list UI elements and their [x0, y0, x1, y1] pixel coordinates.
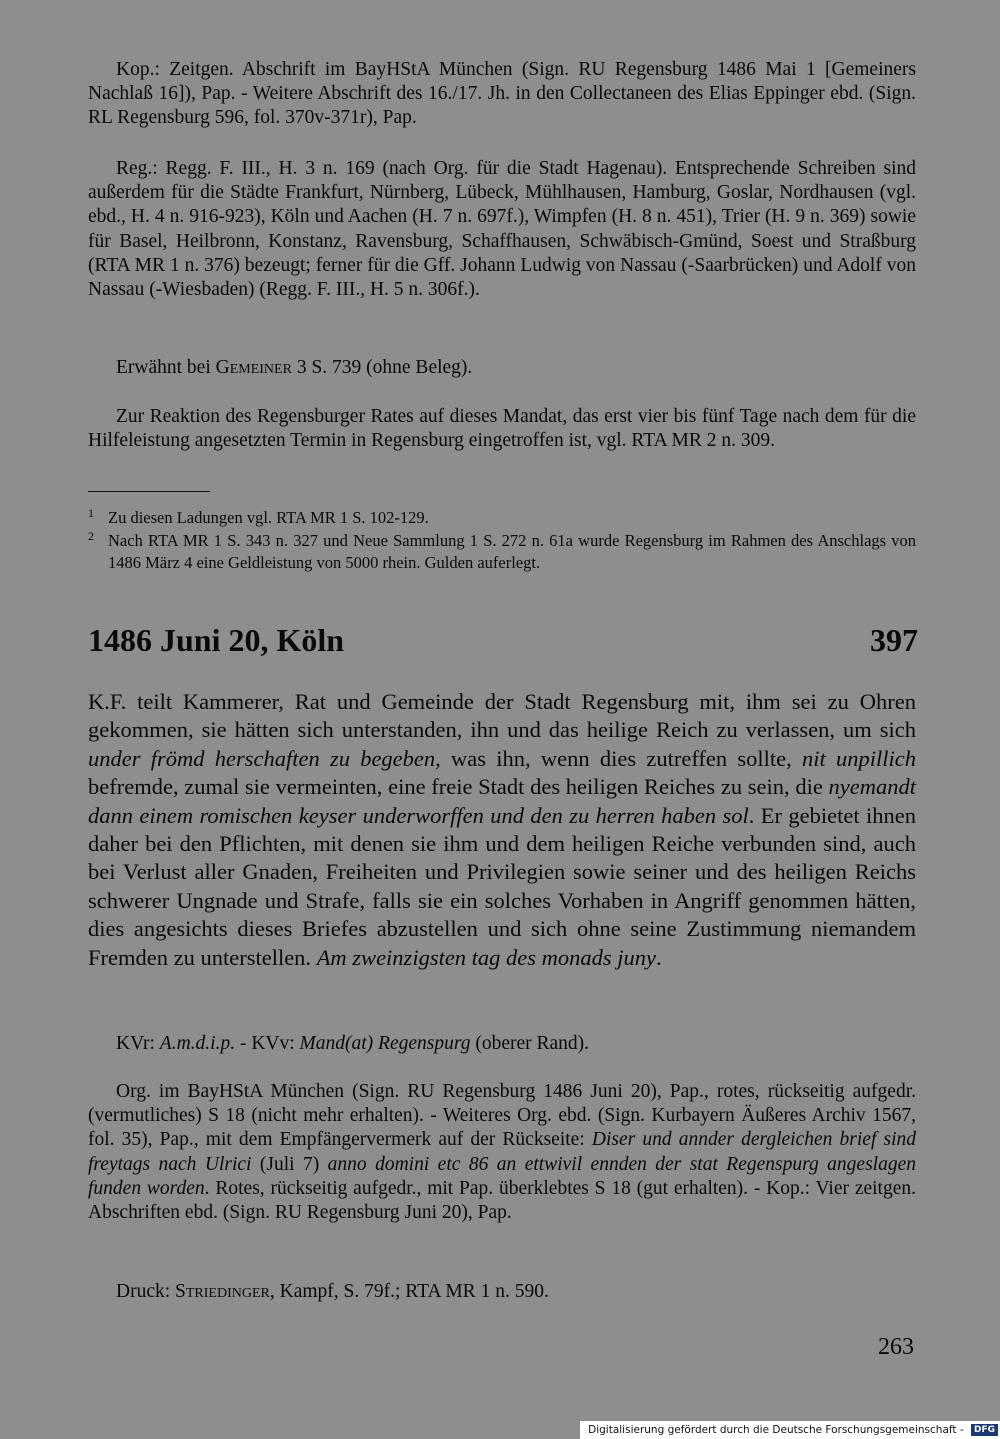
author-name: Striedinger — [175, 1281, 270, 1302]
footnote-number: 2 — [88, 529, 94, 543]
entry-number: 397 — [870, 622, 918, 658]
text-run: . Er gebietet ihnen daher bei den Pflichten, mit denen sie ihm und dem heiligen Reiche verbunden sind, auch bei Verlust aller Gnaden, Freiheiten und Privilegien sowie seiner und des heiligen Reichs schwerer Ungnade und Strafe, falls sie ein solches Vorhaben in Angriff genommen hätten, dies angesichts dieses Briefes abzustellen und sich ohne seine Zustimmung niemandem Fremden zu unterstellen. — [88, 802, 916, 970]
dfg-logo: DFG — [971, 1424, 998, 1436]
text-run: . — [656, 944, 662, 970]
text-run: KVr: — [116, 1033, 160, 1054]
entry-heading — [88, 620, 918, 660]
copy-note-paragraph: Kop.: Zeitgen. Abschrift im BayHStA München (Sign. RU Regensburg 1486 Mai 1 [Gemeiners Nachlaß 16]), Pap. - Weitere Abschrift des 16./17. Jh. in den Collectaneen des Elias Eppinger ebd. (Sign. RL Regensburg 596, fol. 370v-371r), Pap. — [88, 59, 916, 129]
italic-quote-run: A.m.d.i.p. — [159, 1033, 236, 1054]
italic-quote-run: Mand(at) Regenspurg — [299, 1033, 471, 1054]
entry-regest — [88, 688, 916, 972]
italic-quote-run: anno domini etc 86 an ettwivil ennden der stat Regenspurg angeslagen funden worden — [88, 1153, 916, 1199]
text-run: , was ihn, wenn dies zutreffen sollte, — [435, 745, 802, 771]
italic-quote-run: nyemandt dann einem romischen keyser underworffen und den zu herren haben sol — [88, 774, 916, 828]
text-run: (oberer Rand). — [470, 1033, 590, 1054]
text-run: Org. im BayHStA München (Sign. RU Regensburg 1486 Juni 20), Pap., rotes, rückseitig aufgedr. (vermutliches) S 18 (nicht mehr erhalten). - Weiteres Org. ebd. (Sign. Kurbayern Äußeres Archiv 1567, fol. 35), Pap., mit dem Empfängervermerk auf der Rückseite: — [88, 1081, 916, 1151]
text-run: . Rotes, rückseitig aufgedr., mit Pap. überklebtes S 18 (gut erhalten). - Kop.: Vier zeitgen. Abschriften ebd. (Sign. RU Regensburg Juni 20), Pap. — [88, 1177, 916, 1224]
text-run: (Juli 7) — [251, 1153, 328, 1175]
text-run: befremde, zumal sie vermeinten, eine freie Stadt des heiligen Reiches zu sein, die — [88, 774, 829, 800]
regest-reference-paragraph: Reg.: Regg. F. III., H. 3 n. 169 (nach Org. für die Stadt Hagenau). Entsprechende Schreiben sind außerdem für die Städte Frankfurt, Nürnberg, Lübeck, Mühlhausen, Hamburg, Goslar, Nordhausen (vgl. ebd., H. 4 n. 916-923), Köln und Aachen (H. 7 n. 697f.), Wimpfen (H. 8 n. 451), Trier (H. 9 n. 369) sowie für Basel, Heilbronn, Konstanz, Ravensburg, Schaffhausen, Schwäbisch-Gmünd, Soest und Straßburg (RTA MR 1 n. 376) bezeugt; ferner für die Gff. Johann Ludwig von Nassau (-Saarbrücken) und Adolf von Nassau (-Wiesbaden) (Regg. F. III., H. 5 n. 306f.). — [88, 158, 916, 301]
original-note — [88, 1080, 916, 1225]
print-reference: Druck: Striedinger, Kampf, S. 79f.; RTA MR 1 n. 590. — [116, 1281, 549, 1302]
footnote-number: 1 — [88, 506, 94, 520]
page-number: 263 — [878, 1334, 914, 1360]
mention-paragraph: Erwähnt bei Gemeiner 3 S. 739 (ohne Beleg). — [116, 357, 473, 378]
italic-quote-run: Am zweinzigsten tag des monads juny — [316, 944, 657, 970]
footnote-text: Zu diesen Ladungen vgl. RTA MR 1 S. 102-129. — [108, 508, 429, 527]
footer-text: Digitalisierung gefördert durch die Deutsche Forschungsgemeinschaft - — [588, 1424, 967, 1436]
footnote-text: Nach RTA MR 1 S. 343 n. 327 und Neue Sammlung 1 S. 272 n. 61a wurde Regensburg im Rahmen des Anschlags von 1486 März 4 eine Geldleistung von 5000 rhein. Gulden auferlegt. — [108, 531, 916, 572]
italic-quote-run: Diser und annder dergleichen brief sind freytags nach Ulrici — [88, 1129, 916, 1175]
footnote-2 — [88, 530, 916, 573]
italic-quote-run: under frömd herschaften zu begeben — [88, 745, 436, 771]
text-run: - KVv: — [235, 1033, 300, 1054]
digitization-footer — [580, 1421, 1000, 1439]
footnote-1 — [88, 507, 916, 529]
chancery-note — [88, 1032, 916, 1056]
reaction-paragraph: Zur Reaktion des Regensburger Rates auf dieses Mandat, das erst vier bis fünf Tage nach dem für die Hilfeleistung angesetzten Termin in Regensburg eingetroffen ist, vgl. RTA MR 2 n. 309. — [88, 406, 916, 452]
text-run: K.F. teilt Kammerer, Rat und Gemeinde der Stadt Regensburg mit, ihm sei zu Ohren gekommen, sie hätten sich unterstanden, ihn und das heilige Reich zu verlassen, um sich — [88, 689, 916, 743]
entry-date-place: 1486 Juni 20, Köln — [88, 622, 345, 658]
footnote-divider — [88, 491, 210, 492]
italic-quote-run: nit unpillich — [802, 745, 916, 771]
author-name: Gemeiner — [215, 357, 292, 378]
